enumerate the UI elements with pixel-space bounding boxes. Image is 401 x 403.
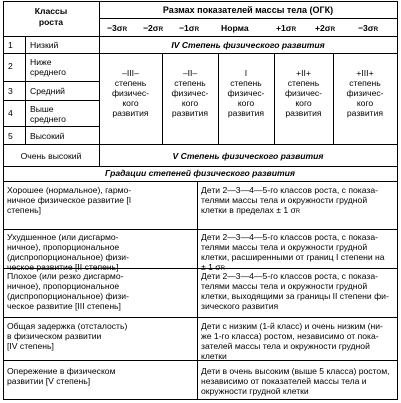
degree-cell-line: кого [181, 98, 199, 108]
sigma-col-norm: Норма [221, 23, 249, 33]
sigma-col-5: +1σR [276, 23, 297, 33]
grad-right-line: независимо от показателей массы тела и [201, 376, 367, 386]
grad-left-line: ческое развитие [III степень] [7, 301, 121, 311]
table-border-top [3, 1, 398, 2]
grad-left-line: ничное), пропорциональное [7, 281, 120, 291]
divider-gradations-title [3, 181, 397, 182]
grad-right-line-last: клетки в пределах ± 1 σR [201, 205, 301, 215]
class-label-2-line2: среднего [30, 67, 66, 77]
degree-cell-line: степень [287, 78, 320, 88]
grad-left-line: в физическом развитии [7, 331, 102, 341]
divider-row-1 [3, 53, 397, 54]
grad-right-line-last: ± 1 σR [201, 262, 225, 272]
class-label-4-line1: Выше [30, 104, 54, 114]
degree-cell-line: физичес- [171, 88, 209, 98]
grad-right-line: телями массы тела и окружности грудной [201, 242, 368, 252]
grad-right-line: Дети в очень высоким (выше 5 класса) ростом, [201, 366, 390, 376]
class-label-3: Средний [30, 86, 65, 96]
grad-right-line: зателей массы тела и окружности грудной [201, 341, 370, 351]
degree-cell-line: развития [227, 108, 265, 118]
divider-header-bottom [3, 36, 397, 37]
degree-cell-line: I [244, 68, 248, 78]
grad-left-line: Опережение в физическом [7, 366, 116, 376]
grad-left-line: развитии [V степень] [7, 376, 91, 386]
divider-row-3 [3, 100, 99, 101]
degree-cell-line: +III+ [356, 68, 374, 78]
class-label-4-line2: среднего [30, 114, 66, 124]
grad-right-line: телями массы тела и окружности грудной [201, 281, 368, 291]
grad-right-line: же 1-го класса) ростом, независимо от пока- [201, 331, 379, 341]
table-border-left [3, 1, 4, 400]
gradations-title: Градации степеней физического развития [105, 168, 295, 178]
row1-degree: IV Степень физического развития [171, 40, 325, 50]
grad-left-line: Общая задержка (отсталость) [7, 321, 128, 331]
degree-cell-line: степень [230, 78, 262, 88]
degree-cell-line: физичес- [111, 88, 150, 98]
divider-very-high [3, 166, 397, 167]
sigma-col-3: −1σR [179, 23, 200, 33]
degree-cell-line: кого [295, 98, 312, 108]
divider-row-5 [3, 144, 397, 145]
grad-left-line: (диспропорциональное) физи- [7, 291, 129, 301]
grad-left-line: ничное физическое развитие [I [7, 195, 132, 205]
divider-header-mid [99, 18, 397, 19]
degree-cell-line: кого [356, 98, 374, 108]
grad-left-line: ничное), пропорциональное [7, 242, 120, 252]
class-label-2-line1: Ниже [30, 57, 52, 67]
degree-cell-line: –III– [122, 68, 139, 78]
very-high-label: Очень высокий [20, 151, 82, 161]
sigma-col-2: −2σR [143, 23, 164, 33]
grad-left-line: (диспропорциональное) физи- [7, 252, 129, 262]
grad-left-line: Плохое (или резко дисгармо- [7, 271, 124, 281]
sigma-col-6: +2σR [315, 23, 336, 33]
divider-grad-3 [3, 317, 397, 318]
degree-cell-line: кого [237, 98, 255, 108]
grad-right-line: телями массы тела и окружности грудной [201, 195, 368, 205]
sizes-title: Размах показателей массы тела (ОГК) [162, 5, 334, 15]
very-high-degree: V Степень физического развития [172, 151, 324, 161]
degree-cell-line: физичес- [346, 88, 384, 98]
degree-cell-line: +II+ [296, 68, 311, 78]
degree-cell-line: –II– [182, 68, 198, 78]
grad-left-line: Хорошее (нормальное), гармо- [7, 185, 132, 195]
grad-right-line: Дети 2—3—4—5-го классов роста, с показа- [201, 232, 378, 242]
divider-row-2 [3, 81, 99, 82]
degree-cell-line: степень [114, 78, 147, 88]
classes-title-line2: роста [38, 17, 64, 27]
grad-right-line: Дети 2—3—4—5-го классов роста, с показа- [201, 185, 378, 195]
degree-cell-line: развития [171, 108, 209, 118]
degree-cell-line: развития [112, 108, 149, 118]
divider-row-4 [3, 126, 99, 127]
table-border-bottom [3, 399, 398, 400]
grad-right-line: Дети 2—3—4—5-го классов роста, с показа- [201, 271, 378, 281]
sigma-col-7: −3σR [358, 23, 379, 33]
class-num-5: 5 [8, 131, 13, 141]
class-num-1: 1 [8, 40, 13, 50]
grad-right-line: Дети с низким (1-й класс) и очень низким (ни- [201, 321, 383, 331]
grad-left-line: [IV степень] [7, 341, 54, 351]
table-border-right [397, 1, 398, 400]
class-num-3: 3 [8, 86, 13, 96]
degree-cell-line: развития [285, 108, 322, 118]
divider-grad-4 [3, 360, 397, 361]
divider-gradations-col [197, 181, 198, 399]
sigma-col-1: −3σR [107, 23, 128, 33]
grad-left-line: Ухудшенное (или дисгармо- [7, 232, 119, 242]
class-num-4: 4 [8, 108, 13, 118]
grad-left-line: ческое развитие [II степень] [7, 262, 119, 272]
degree-cell-line: степень [349, 78, 381, 88]
class-num-2: 2 [8, 61, 13, 71]
degree-cell-line: степень [174, 78, 206, 88]
divider-grad-1 [3, 229, 397, 230]
grad-right-line: клетки, расширенными от границ I степени на [201, 252, 385, 262]
grad-right-line: клетки, выходящими за границы II степени фи- [201, 291, 389, 301]
class-label-5: Высокий [30, 131, 65, 141]
grad-right-line: окружности грудной клетки [201, 386, 309, 396]
grad-right-line: клетки [201, 351, 227, 361]
degree-cell-line: кого [122, 98, 139, 108]
degree-cell-line: развития [346, 108, 384, 118]
grad-left-line: степень] [7, 205, 41, 215]
class-label-1: Низкий [30, 40, 59, 50]
classes-title-line1: Классы [34, 6, 68, 16]
degree-cell-line: физичес- [227, 88, 265, 98]
grad-right-line: зического развития [201, 301, 279, 311]
degree-cell-line: физичес- [284, 88, 323, 98]
